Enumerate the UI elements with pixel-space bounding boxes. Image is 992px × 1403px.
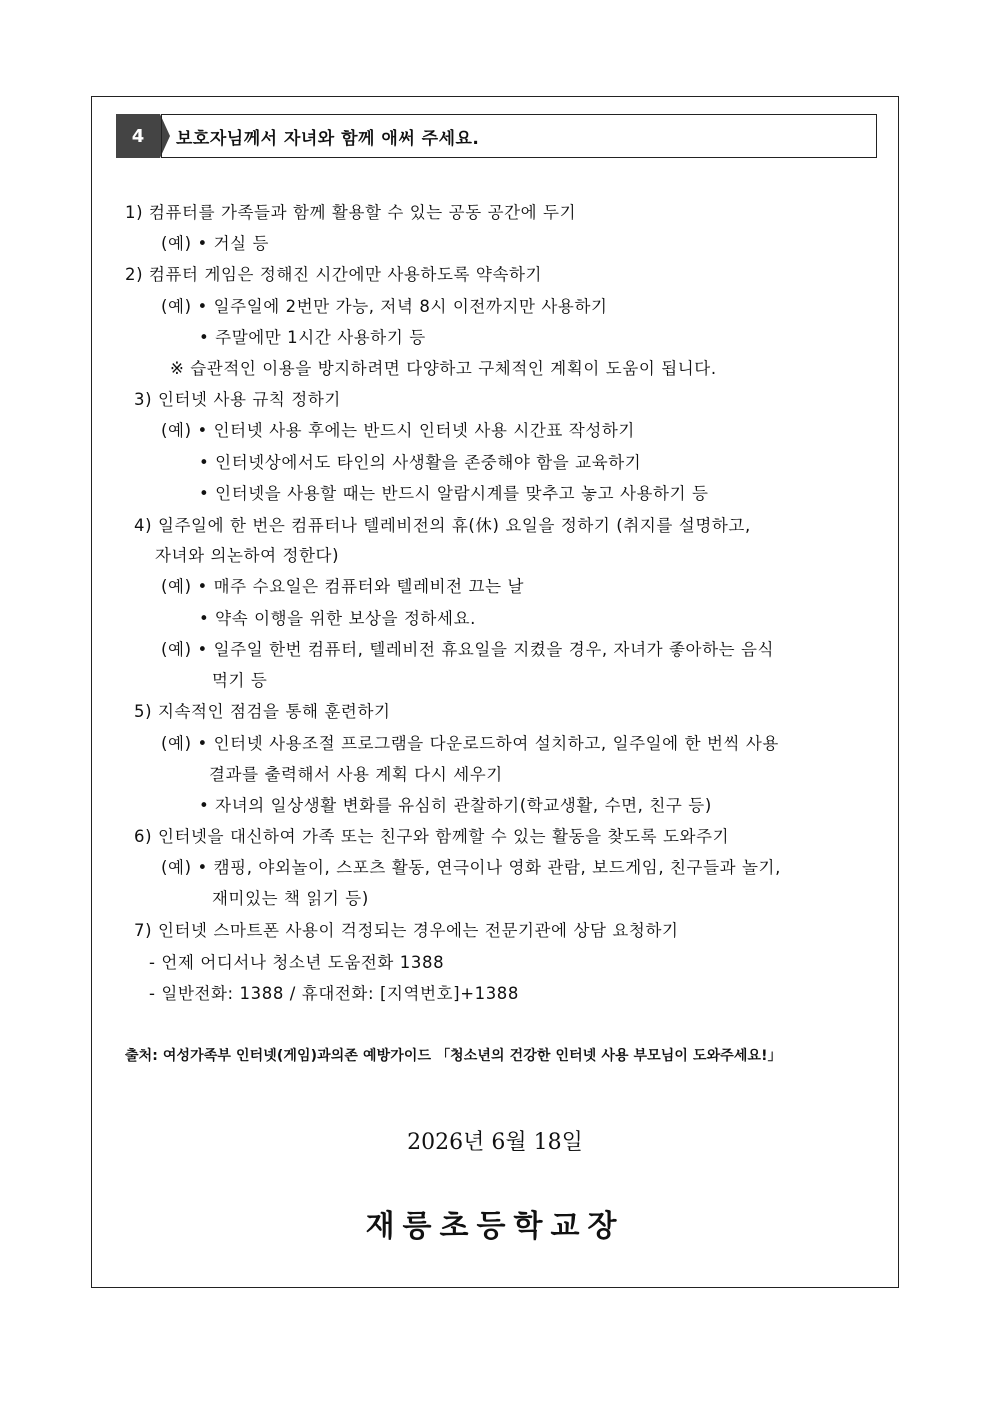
- section-number: 4: [116, 114, 160, 158]
- list-example: • 약속 이행을 위한 보상을 정하세요.: [199, 609, 476, 628]
- list-example: • 인터넷을 사용할 때는 반드시 알람시계를 맞추고 놓고 사용하기 등: [199, 484, 709, 503]
- document-frame: [91, 96, 899, 1288]
- list-example: • 자녀의 일상생활 변화를 유심히 관찰하기(학교생활, 수면, 친구 등): [199, 796, 712, 815]
- list-item: 6) 인터넷을 대신하여 가족 또는 친구와 함께할 수 있는 활동을 찾도록 도와주기: [134, 827, 730, 846]
- section-title: 보호자님께서 자녀와 함께 애써 주세요.: [161, 114, 877, 158]
- list-item-continued: 자녀와 의논하여 정한다): [155, 546, 340, 565]
- list-item: 1) 컴퓨터를 가족들과 함께 활용할 수 있는 공동 공간에 두기: [125, 203, 577, 222]
- document-date: 2026년 6월 18일: [407, 1130, 583, 1155]
- list-example: (예) • 캠핑, 야외놀이, 스포츠 활동, 연극이나 영화 관람, 보드게임, 친구들과 놀기,: [161, 858, 781, 877]
- list-detail: - 일반전화: 1388 / 휴대전화: [지역번호]+1388: [149, 984, 520, 1003]
- list-example-continued: 먹기 등: [212, 671, 268, 690]
- list-example: (예) • 거실 등: [161, 234, 270, 253]
- list-item: 4) 일주일에 한 번은 컴퓨터나 텔레비전의 휴(休) 요일을 정하기 (취지를 설명하고,: [134, 516, 751, 535]
- list-example: (예) • 일주일에 2번만 가능, 저녁 8시 이전까지만 사용하기: [161, 297, 608, 316]
- list-example: (예) • 인터넷 사용조절 프로그램을 다운로드하여 설치하고, 일주일에 한 번씩 사용: [161, 734, 779, 753]
- list-example: • 인터넷상에서도 타인의 사생활을 존중해야 함을 교육하기: [199, 453, 642, 472]
- list-example-continued: 재미있는 책 읽기 등): [212, 889, 369, 908]
- list-detail: - 언제 어디서나 청소년 도움전화 1388: [149, 953, 445, 972]
- section-header: [116, 114, 878, 160]
- list-example: • 주말에만 1시간 사용하기 등: [199, 328, 426, 347]
- list-item: 2) 컴퓨터 게임은 정해진 시간에만 사용하도록 약속하기: [125, 265, 543, 284]
- list-example: (예) • 인터넷 사용 후에는 반드시 인터넷 사용 시간표 작성하기: [161, 421, 635, 440]
- list-note: ※ 습관적인 이용을 방지하려면 다양하고 구체적인 계획이 도움이 됩니다.: [170, 359, 717, 378]
- signer-name: 재릉초등학교장: [365, 1209, 625, 1244]
- source-citation: 출처: 여성가족부 인터넷(게임)과의존 예방가이드 「청소년의 건강한 인터넷 사용 부모님이 도와주세요!」: [125, 1048, 782, 1064]
- list-item: 3) 인터넷 사용 규칙 정하기: [134, 390, 341, 409]
- list-item: 5) 지속적인 점검을 통해 훈련하기: [134, 702, 391, 721]
- list-example-continued: 결과를 출력해서 사용 계획 다시 세우기: [209, 765, 503, 784]
- list-example: (예) • 일주일 한번 컴퓨터, 텔레비전 휴요일을 지켰을 경우, 자녀가 좋아하는 음식: [161, 640, 775, 659]
- list-example: (예) • 매주 수요일은 컴퓨터와 텔레비전 끄는 날: [161, 577, 525, 596]
- list-item: 7) 인터넷 스마트폰 사용이 걱정되는 경우에는 전문기관에 상담 요청하기: [134, 921, 679, 940]
